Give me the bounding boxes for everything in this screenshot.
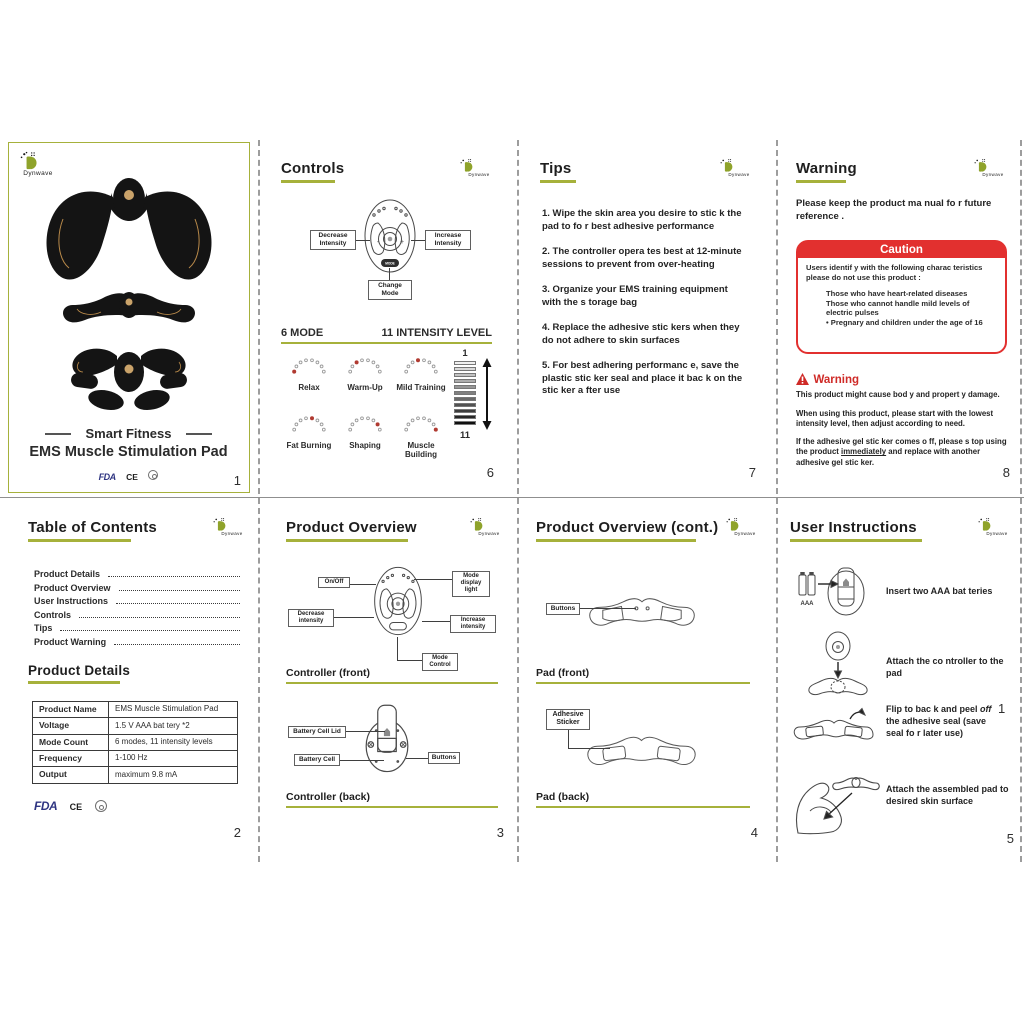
- intensity-arrow-icon: [481, 358, 493, 430]
- step-icon-peel-seal: [792, 707, 876, 751]
- minus-glyph: -: [376, 239, 380, 246]
- mode-icon: [401, 412, 441, 436]
- intensity-bar: [454, 421, 476, 425]
- caption-underline: [286, 806, 498, 808]
- toc-entry-label: Product Warning: [34, 636, 107, 647]
- warning-triangle-icon: [796, 373, 809, 385]
- mode-label: Fat Burning: [286, 441, 332, 450]
- plus-glyph: +: [399, 239, 405, 246]
- label-decrease-intensity: Decrease Intensity: [310, 230, 356, 250]
- label-change-mode: Change Mode: [368, 280, 412, 300]
- label-increase-intensity: Increase intensity: [450, 615, 496, 633]
- toc-entry: [34, 637, 242, 647]
- warning-underlined-word: immediately: [841, 447, 887, 457]
- warning-paragraph-post: and replace with another adhesive gel stic ker.: [796, 447, 981, 467]
- sub-warning-title: Warning: [813, 374, 860, 386]
- section-title: Warning: [796, 160, 857, 177]
- label-battery-cell: Battery Cell: [294, 754, 340, 766]
- brand-logo: [211, 517, 253, 536]
- section-header: [540, 160, 576, 183]
- section-header: [28, 519, 157, 542]
- connector-line: [422, 621, 450, 622]
- section-header: [796, 160, 857, 183]
- intensity-scale: [454, 361, 476, 427]
- brand-name: Dynwave: [728, 172, 750, 177]
- table-row: [33, 734, 238, 750]
- brand-name: Dynwave: [734, 531, 756, 536]
- warning-paragraph: When using this product, please start with the lowest intensity level, then adjust according to need.: [796, 409, 994, 429]
- intensity-header: 11 INTENSITY LEVEL: [381, 327, 492, 339]
- label-battery-cell-lid: Battery Cell Lid: [288, 726, 346, 738]
- stray-page-mark: 1: [998, 701, 1006, 716]
- connector-line: [568, 730, 569, 748]
- warning-paragraph: This product might cause bod y and propert y damage.: [796, 390, 1000, 399]
- toc-entry: [34, 623, 242, 633]
- table-row: [33, 718, 238, 734]
- mode-item: [394, 354, 448, 393]
- step-text-italic: off: [980, 704, 992, 714]
- panel-tips: [528, 150, 766, 490]
- title-underline: [281, 180, 335, 183]
- section-header: [281, 160, 344, 183]
- label-decrease-intensity: Decrease intensity: [288, 609, 334, 627]
- mode-label: Mild Training: [396, 383, 446, 392]
- step-text: Attach the co ntroller to the pad: [886, 656, 1004, 679]
- toc-entry: [34, 569, 242, 579]
- brand-name: Dynwave: [221, 531, 243, 536]
- connector-line: [397, 660, 422, 661]
- caption-underline: [536, 806, 750, 808]
- intensity-bar: [454, 403, 476, 407]
- mode-label: Relax: [298, 383, 320, 392]
- battery-type-caption: AAA: [800, 601, 814, 607]
- page-number: 5: [1006, 831, 1014, 846]
- panel-instructions: [790, 505, 1018, 850]
- intensity-bar: [454, 379, 476, 383]
- mode-label: Warm-Up: [347, 383, 383, 392]
- controller-back-diagram: [360, 701, 414, 775]
- panel-overview-cont: [536, 505, 768, 850]
- mode-item: [282, 354, 336, 393]
- caution-intro: Users identif y with the following charac teristics please do not use this product :: [806, 263, 983, 282]
- intensity-bar: [454, 367, 476, 371]
- mode-button-label: MODE: [385, 261, 395, 266]
- table-cell-label: Frequency: [33, 751, 109, 767]
- fda-mark: FDA: [98, 472, 116, 482]
- connector-line: [568, 748, 610, 749]
- caption-underline: [536, 682, 750, 684]
- section-title: Product Details: [28, 663, 131, 678]
- tip-item: 3. Organize your EMS training equipment with the s torage bag: [542, 284, 728, 308]
- intensity-bar: [454, 409, 476, 413]
- connector-line: [350, 584, 376, 585]
- step-text: [886, 703, 1000, 739]
- controller-front-diagram: [370, 563, 426, 639]
- section-title: User Instructions: [790, 519, 917, 536]
- brand-name: Dynwave: [982, 172, 1004, 177]
- diagram-caption: Controller (back): [286, 791, 371, 803]
- connector-line: [406, 758, 428, 759]
- brand-logo: [458, 158, 500, 177]
- brand-logo: [718, 158, 760, 177]
- connector-line: [389, 268, 390, 280]
- mode-icon: [289, 412, 329, 436]
- pad-front-diagram: [586, 593, 698, 633]
- toc-entry-label: Product Details: [34, 569, 101, 579]
- table-cell-value: maximum 9.8 mA: [109, 767, 238, 783]
- cover-product-name: EMS Muscle Stimulation Pad: [29, 444, 228, 460]
- mode-item: [338, 412, 392, 451]
- caption-underline: [286, 682, 498, 684]
- section-title: Table of Contents: [28, 519, 157, 536]
- panel-controls: [268, 150, 504, 490]
- intensity-bar: [454, 391, 476, 395]
- fda-mark: FDA: [34, 799, 58, 813]
- title-underline: [28, 539, 131, 542]
- step-icon-batteries: [794, 561, 872, 625]
- table-cell-label: Voltage: [33, 718, 109, 734]
- table-cell-label: Product Name: [33, 702, 109, 718]
- title-underline: [286, 539, 408, 542]
- warning-paragraph: [796, 437, 1008, 468]
- page-number: 7: [748, 465, 756, 480]
- mode-item: [394, 412, 448, 460]
- section-header: [286, 519, 417, 542]
- dot-leader: [114, 644, 240, 645]
- hip-trainer-image: [46, 178, 211, 280]
- toc-entry-label: Product Overview: [34, 582, 111, 593]
- connector-line: [414, 579, 452, 580]
- diagram-caption: Pad (front): [536, 667, 590, 679]
- table-cell-value: 6 modes, 11 intensity levels: [109, 734, 238, 750]
- brand-name: Dynwave: [478, 531, 500, 536]
- label-mode-control: Mode Control: [422, 653, 458, 671]
- ce-mark: CE: [69, 802, 83, 812]
- page-number: 1: [233, 473, 241, 488]
- table-cell-label: Output: [33, 767, 109, 783]
- section-title: Tips: [540, 160, 572, 177]
- tip-item: 2. The controller opera tes best at 12-minute sessions to prevent from over-heating: [542, 246, 742, 270]
- caution-item: Those who cannot handle mild levels of electric pulses: [826, 298, 970, 318]
- certification-icon: [95, 800, 107, 812]
- warning-paragraph-pre: If the adhesive gel stic ker comes o ff, please s top using the product: [796, 437, 1007, 457]
- label-on-off: On/Off: [318, 577, 350, 588]
- section-underline: [281, 342, 492, 344]
- product-details-header: [28, 663, 130, 684]
- page-number: 8: [1002, 465, 1010, 480]
- panel-divider: [776, 140, 778, 862]
- step-text-post: the adhesive seal (save seal fo r later use): [886, 716, 987, 739]
- certifications-row: [34, 797, 107, 815]
- intensity-bar: [454, 397, 476, 401]
- connector-line: [397, 637, 398, 660]
- caution-item: • Pregnary and children under the age of 16: [826, 318, 983, 328]
- decor-dash: [186, 433, 212, 435]
- intensity-bottom-label: 11: [459, 430, 471, 441]
- dot-leader: [60, 630, 240, 631]
- tip-item: 4. Replace the adhesive stic kers when they do not adhere to skin surfaces: [542, 322, 740, 346]
- page-number: 3: [496, 825, 504, 840]
- decor-dash: [45, 433, 71, 435]
- connector-line: [411, 240, 425, 241]
- abs-pad-image: [70, 349, 188, 413]
- step-icon-attach-controller: [806, 631, 870, 701]
- brand-logo: [724, 517, 766, 536]
- mode-icon: [345, 354, 385, 378]
- diagram-caption: Controller (front): [286, 667, 370, 679]
- table-cell-label: Mode Count: [33, 734, 109, 750]
- mode-item: [282, 412, 336, 451]
- table-cell-value: 1.5 V AAA bat tery *2: [109, 718, 238, 734]
- toc-entry-label: User Instructions: [34, 596, 109, 606]
- caution-title: Caution: [798, 242, 1005, 258]
- caution-item: Those who have heart-related diseases: [826, 288, 968, 298]
- panel-cover: [8, 142, 250, 493]
- cover-series: Smart Fitness: [85, 426, 172, 441]
- dot-leader: [79, 617, 240, 618]
- keep-manual-note: Please keep the product ma nual fo r future reference .: [796, 198, 992, 222]
- step-text-pre: Flip to bac k and peel: [886, 704, 981, 714]
- mode-label: Shaping: [349, 441, 381, 450]
- mode-label: Muscle Building: [405, 441, 437, 459]
- product-details-table: [32, 701, 238, 784]
- panel-divider: [517, 140, 519, 862]
- dot-leader: [116, 603, 240, 604]
- page-number: 6: [486, 465, 494, 480]
- label-adhesive-sticker: Adhesive Sticker: [546, 709, 590, 730]
- modes-header: 6 MODE: [281, 327, 324, 339]
- page-number: 4: [750, 825, 758, 840]
- panel-divider: [258, 140, 260, 862]
- dot-leader: [119, 590, 240, 591]
- sub-warning-header: [796, 370, 859, 388]
- connector-line: [334, 617, 374, 618]
- toc-entry: [34, 610, 242, 620]
- section-title: Controls: [281, 160, 345, 177]
- table-row: [33, 767, 238, 783]
- toc-entry-label: Tips: [34, 623, 53, 633]
- section-title: Product Overview (cont.): [536, 519, 719, 536]
- mode-icon: [345, 412, 385, 436]
- connector-line: [356, 240, 370, 241]
- product-photos: [39, 167, 219, 419]
- connector-line: [580, 608, 636, 609]
- brand-name: Dynwave: [23, 170, 53, 177]
- label-mode-display-light: Mode display light: [452, 571, 490, 597]
- brand-logo: [972, 158, 1014, 177]
- tip-item: 1. Wipe the skin area you desire to stic k the pad to fo r best adhesive performance: [542, 208, 742, 232]
- title-underline: [28, 681, 120, 684]
- intensity-bar: [454, 361, 476, 365]
- mode-icon: [289, 354, 329, 378]
- section-header: [790, 519, 922, 542]
- dot-leader: [108, 576, 240, 577]
- intensity-bar: [454, 373, 476, 377]
- label-buttons: Buttons: [428, 752, 460, 764]
- caution-body: [798, 258, 1005, 332]
- step-text: Insert two AAA bat teries: [886, 586, 993, 596]
- toc-entry: [34, 583, 242, 593]
- intensity-bar: [454, 415, 476, 419]
- row-divider: [0, 497, 1024, 498]
- pad-back-diagram: [584, 731, 699, 773]
- arm-pad-image: [63, 292, 195, 322]
- panel-toc: [20, 505, 255, 850]
- toc-list: [34, 569, 242, 650]
- label-increase-intensity: Increase Intensity: [425, 230, 471, 250]
- mode-item: [338, 354, 392, 393]
- panel-warning: [788, 150, 1018, 490]
- cover-series-row: [9, 425, 248, 443]
- section-title: Product Overview: [286, 519, 417, 536]
- toc-entry: [34, 596, 242, 606]
- controller-front-diagram: [360, 196, 420, 276]
- brand-name: Dynwave: [986, 531, 1008, 536]
- table-cell-value: EMS Muscle Stimulation Pad: [109, 702, 238, 718]
- section-header: [536, 519, 718, 542]
- mode-icon: [401, 354, 441, 378]
- label-buttons: Buttons: [546, 603, 580, 615]
- table-cell-value: 1-100 Hz: [109, 751, 238, 767]
- title-underline: [796, 180, 846, 183]
- table-row: [33, 702, 238, 718]
- intensity-top-label: 1: [462, 348, 468, 359]
- certification-icon: [148, 470, 158, 480]
- intensity-bar: [454, 385, 476, 389]
- title-underline: [540, 180, 576, 183]
- page-number: 2: [233, 825, 241, 840]
- brand-logo: [976, 517, 1018, 536]
- cover-certifications: [9, 467, 248, 485]
- ce-mark: CE: [126, 472, 138, 482]
- brand-logo: [468, 517, 510, 536]
- title-underline: [790, 539, 922, 542]
- diagram-caption: Pad (back): [536, 791, 590, 803]
- toc-entry-label: Controls: [34, 609, 71, 620]
- caution-box: [796, 240, 1007, 354]
- tip-item: 5. For best adhering performanc e, save the plastic stic ker seal and place it bac k on the stic ker a fter use: [542, 360, 743, 397]
- connector-line: [340, 760, 384, 761]
- step-text: Attach the assembled pad to desired skin surface: [886, 784, 1009, 807]
- step-icon-attach-to-skin: [790, 771, 880, 835]
- title-underline: [536, 539, 696, 542]
- table-row: [33, 751, 238, 767]
- connector-line: [346, 731, 385, 732]
- brand-name: Dynwave: [468, 172, 490, 177]
- panel-divider: [1020, 140, 1022, 862]
- tips-list: [542, 208, 744, 398]
- panel-overview: [282, 505, 512, 850]
